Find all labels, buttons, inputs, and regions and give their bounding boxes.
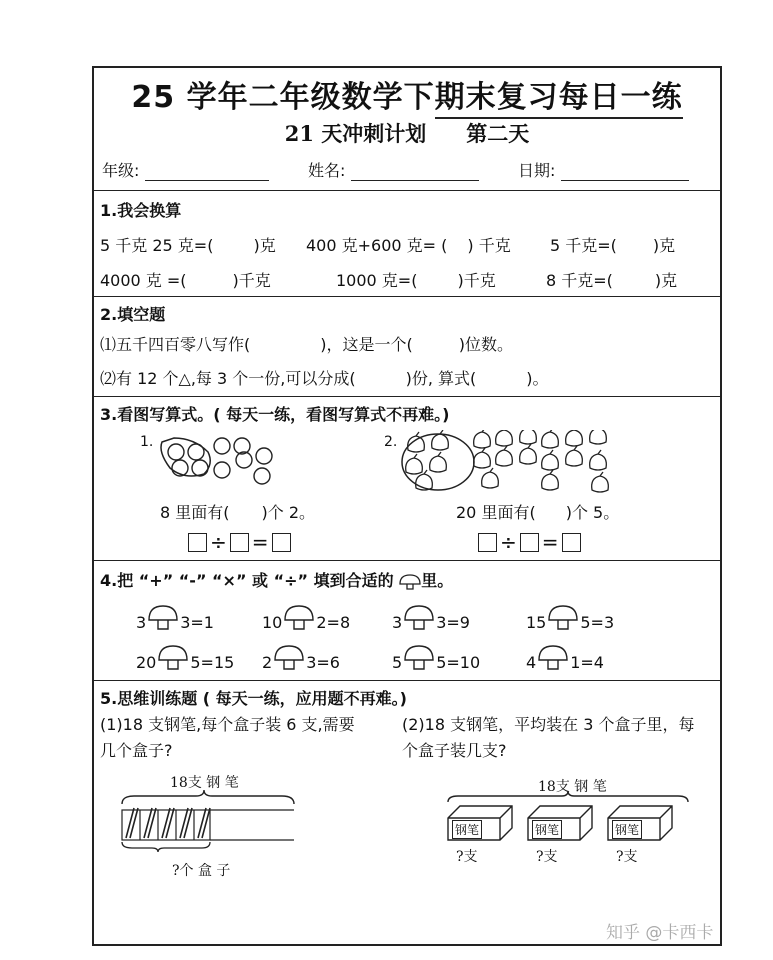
name-label: 姓名: bbox=[308, 161, 346, 180]
answer-box[interactable] bbox=[520, 533, 539, 552]
peach-icon bbox=[408, 432, 425, 452]
pen-box-label: 钢笔 bbox=[612, 820, 642, 839]
brace-bottom bbox=[122, 842, 210, 852]
mushroom-icon bbox=[399, 574, 421, 590]
subtitle-plan: 21 天冲刺计划 bbox=[284, 121, 427, 146]
operator-puzzle[interactable] bbox=[136, 644, 234, 672]
operator-puzzle[interactable] bbox=[136, 604, 214, 632]
peach-icon bbox=[482, 468, 499, 488]
section1-row1-c: 5 千克=( )克 bbox=[550, 236, 676, 255]
puzzle-left-number: 20 bbox=[136, 653, 157, 672]
peach-icon bbox=[474, 448, 491, 468]
title-part-a: 25 学年二年级数学下 bbox=[131, 80, 435, 115]
peach-icon bbox=[566, 446, 583, 466]
figure1-bottom-label: ?个 盒 子 bbox=[172, 863, 231, 879]
peach-icon bbox=[406, 454, 423, 474]
section2-q2: ⑵有 12 个△,每 3 个一份,可以分成( )份, 算式( )。 bbox=[100, 369, 549, 388]
section2-q1: ⑴五千四百零八写作( )，这是一个( )位数。 bbox=[100, 335, 513, 354]
subtitle-day: 第二天 bbox=[466, 121, 530, 146]
puzzle-right-expression: 5=15 bbox=[190, 653, 235, 672]
picture1-equation[interactable]: ÷ = bbox=[188, 530, 291, 554]
mushroom-icon bbox=[537, 644, 569, 672]
picture1-number: 1. bbox=[140, 434, 154, 450]
peach-icon bbox=[542, 450, 559, 470]
mushroom-icon bbox=[403, 604, 435, 632]
section1-row1-b: 400 克+600 克= ( ) 千克 bbox=[306, 236, 511, 255]
section1-row1-a: 5 千克 25 克=( )克 bbox=[100, 236, 276, 255]
operator-puzzle[interactable] bbox=[392, 604, 470, 632]
peach-icon bbox=[432, 430, 449, 450]
question1-line2: 几个盒子? bbox=[100, 741, 173, 760]
title-part-b: 期末复习每日一练 bbox=[435, 80, 683, 119]
circle-group bbox=[402, 434, 474, 490]
peach-icon bbox=[592, 472, 609, 492]
peach-icon bbox=[496, 446, 513, 466]
pen-box-count: ?支 bbox=[536, 849, 558, 865]
section2-heading: 2.填空题 bbox=[100, 305, 166, 324]
answer-box[interactable] bbox=[230, 533, 249, 552]
section1-row2-a: 4000 克 =( )千克 bbox=[100, 271, 271, 290]
picture2-question: 20 里面有( )个 5。 bbox=[456, 503, 620, 522]
puzzle-right-expression: 3=1 bbox=[180, 613, 214, 632]
brace-top bbox=[122, 790, 294, 804]
date-blank[interactable] bbox=[561, 180, 689, 181]
puzzle-left-number: 5 bbox=[392, 653, 403, 672]
puzzle-left-number: 3 bbox=[392, 613, 403, 632]
figure1-top-label: 18支 钢 笔 bbox=[170, 775, 239, 791]
puzzle-left-number: 4 bbox=[526, 653, 537, 672]
pens-diagram bbox=[104, 790, 304, 852]
peach-icon bbox=[520, 430, 537, 444]
operator-puzzle[interactable] bbox=[526, 644, 604, 672]
puzzle-left-number: 3 bbox=[136, 613, 147, 632]
divider bbox=[94, 396, 720, 397]
mushroom-icon bbox=[157, 644, 189, 672]
picture2-equation[interactable]: ÷ = bbox=[478, 530, 581, 554]
peach-icon bbox=[496, 430, 513, 446]
name-blank[interactable] bbox=[351, 180, 479, 181]
pen-box-label: 钢笔 bbox=[532, 820, 562, 839]
worksheet-subtitle bbox=[94, 118, 720, 148]
divider bbox=[94, 190, 720, 191]
section1-heading: 1.我会换算 bbox=[100, 201, 182, 220]
peach-icon bbox=[542, 470, 559, 490]
operator-puzzle[interactable] bbox=[392, 644, 480, 672]
question1-line1: (1)18 支钢笔,每个盒子装 6 支,需要 bbox=[100, 715, 355, 734]
picture1-question: 8 里面有( )个 2。 bbox=[160, 503, 316, 522]
peach-icon bbox=[542, 430, 559, 448]
figure2-top-label: 18支 钢 笔 bbox=[538, 779, 607, 795]
picture2-number: 2. bbox=[384, 434, 398, 450]
puzzle-left-number: 15 bbox=[526, 613, 547, 632]
date-label: 日期: bbox=[518, 161, 556, 180]
divider bbox=[94, 560, 720, 561]
section5-heading: 5.思维训练题 ( 每天一练，应用题不再难。) bbox=[100, 689, 407, 708]
section1-row2-b: 1000 克=( )千克 bbox=[336, 271, 496, 290]
divider bbox=[94, 680, 720, 681]
mushroom-icon bbox=[147, 604, 179, 632]
peach-icon bbox=[430, 452, 447, 472]
puzzle-right-expression: 3=6 bbox=[306, 653, 340, 672]
answer-box[interactable] bbox=[272, 533, 291, 552]
worksheet bbox=[92, 66, 722, 946]
puzzle-right-expression: 1=4 bbox=[570, 653, 604, 672]
apples-picture bbox=[154, 430, 284, 490]
name-field[interactable] bbox=[308, 158, 479, 181]
grade-label: 年级: bbox=[102, 161, 140, 180]
date-field[interactable] bbox=[518, 158, 689, 181]
puzzle-right-expression: 2=8 bbox=[316, 613, 351, 632]
grade-field[interactable] bbox=[102, 158, 269, 181]
puzzle-right-expression: 5=3 bbox=[580, 613, 615, 632]
peach-icon bbox=[566, 430, 583, 446]
divider bbox=[94, 296, 720, 297]
figure2-brace bbox=[444, 790, 694, 804]
section1-row2-c: 8 千克=( )克 bbox=[546, 271, 678, 290]
worksheet-title bbox=[94, 72, 720, 116]
peach-icon bbox=[590, 430, 607, 444]
question2-line2: 个盒子装几支? bbox=[402, 741, 507, 760]
puzzle-right-expression: 3=9 bbox=[436, 613, 470, 632]
operator-puzzle[interactable] bbox=[262, 604, 350, 632]
mushroom-icon bbox=[403, 644, 435, 672]
section3-heading: 3.看图写算式。( 每天一练，看图写算式不再难。) bbox=[100, 405, 450, 424]
pen-box-count: ?支 bbox=[616, 849, 638, 865]
pen-box-label: 钢笔 bbox=[452, 820, 482, 839]
puzzle-left-number: 2 bbox=[262, 653, 273, 672]
peach-icon bbox=[474, 430, 491, 448]
peach-icon bbox=[590, 450, 607, 470]
puzzle-left-number: 10 bbox=[262, 613, 283, 632]
section4-heading: 4.把 “+” “-” “×” 或 “÷” 填到合适的 里。 bbox=[100, 571, 454, 590]
mushroom-icon bbox=[283, 604, 315, 632]
operator-puzzle[interactable] bbox=[526, 604, 614, 632]
peaches-picture bbox=[400, 430, 630, 496]
answer-box[interactable] bbox=[562, 533, 581, 552]
peach-icon bbox=[520, 444, 537, 464]
operator-puzzle[interactable] bbox=[262, 644, 340, 672]
answer-box[interactable] bbox=[478, 533, 497, 552]
pen-box-count: ?支 bbox=[456, 849, 478, 865]
question2-line1: (2)18 支钢笔，平均装在 3 个盒子里，每 bbox=[402, 715, 695, 734]
puzzle-right-expression: 5=10 bbox=[436, 653, 481, 672]
answer-box[interactable] bbox=[188, 533, 207, 552]
grade-blank[interactable] bbox=[145, 180, 269, 181]
mushroom-icon bbox=[547, 604, 579, 632]
watermark: 知乎 @卡西卡 bbox=[606, 923, 714, 943]
mushroom-icon bbox=[273, 644, 305, 672]
